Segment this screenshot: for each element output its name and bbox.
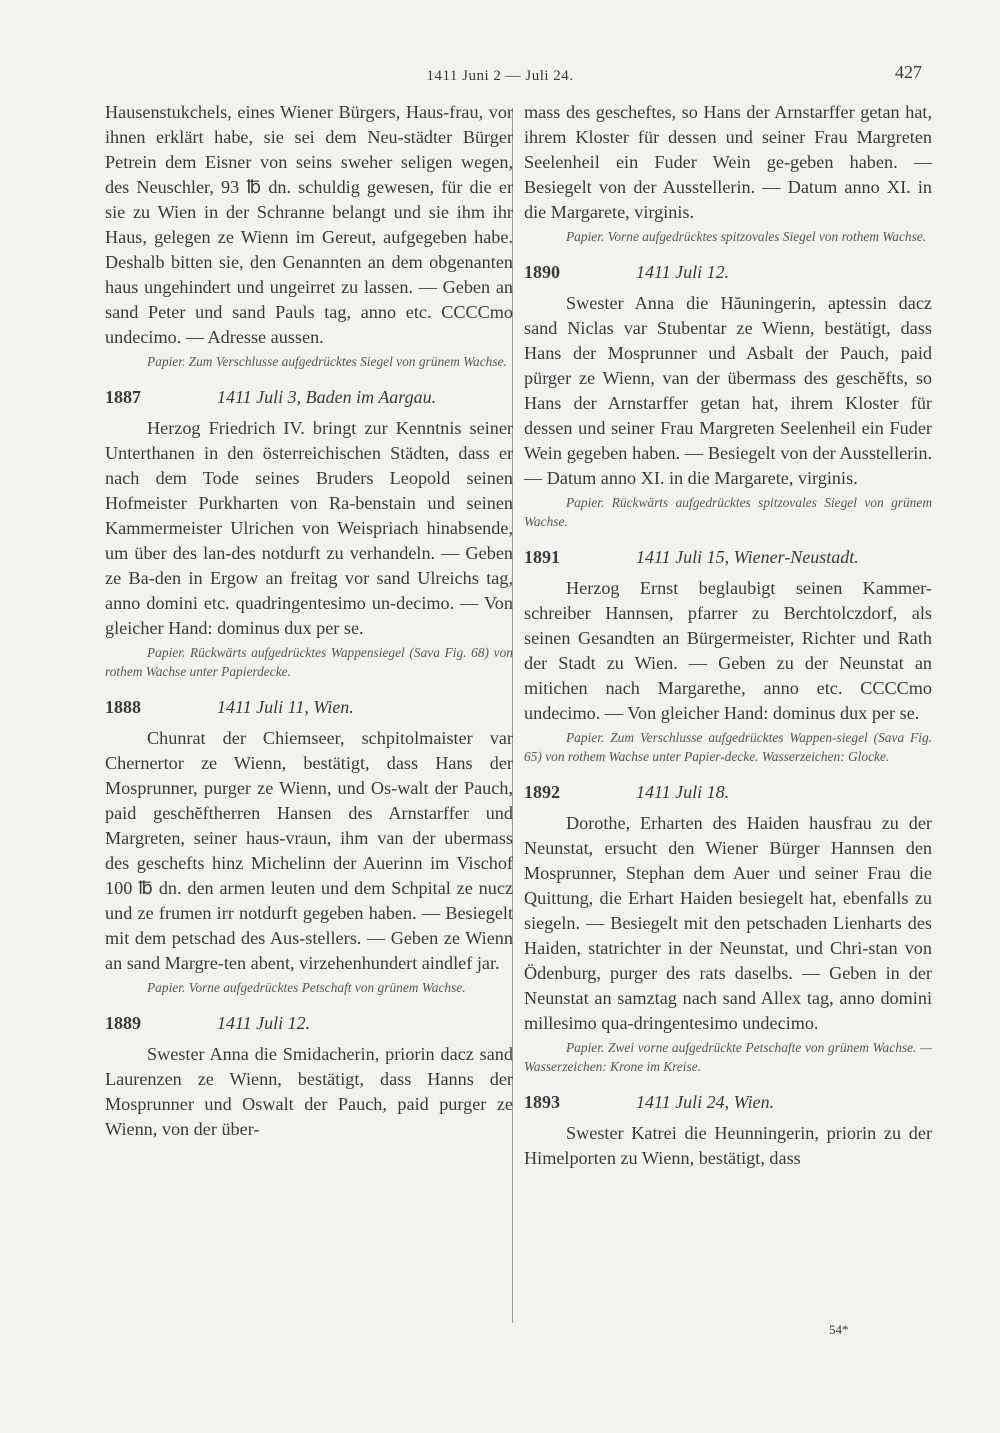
entry-text: Swester Anna die Hăuningerin, aptessin dacz sand Niclas var Stubentar ze Wienn, bestätigt, dass Hans der Mosprunner und Asbalt der Pauch, paid pürger ze Wienn, van der übermass des geschĕfts, so Hans der Arnstarffer getan hat, ihrem Kloster für dessen und seiner Frau Margreten Seelenheil ein Fuder Wein gegeben haben. — Besiegelt von der Ausstellerin. — Datum anno XI. in die Margarete, virginis. — [524, 293, 932, 488]
page-number: 427 — [895, 62, 922, 82]
entry-text: Swester Anna die Smidacherin, priorin dacz sand Laurenzen ze Wienn, bestätigt, dass Hanns der Mosprunner und Oswalt der Pauch, paid purger ze Wienn, von der über- — [105, 1044, 513, 1139]
continuation-text: Hausenstukchels, eines Wiener Bürgers, Haus-frau, vor ihnen erklärt habe, sie sei dem Neu-städter Bürger Petrein dem Eisner von seins sweher seligen wegen, des Neuschler, 93 ℔ dn. schuldig gewesen, für die er sie zu Wien in der Schranne belangt und sie ihm ihr Haus, gelegen ze Wienn im Gereut, aufgegeben habe. Deshalb bitten sie, den Genannten an dem obgenanten haus ungehindert und ungeirret zu lassen. — Geben an sand Peter und sand Pauls tag, anno etc. CCCCmo undecimo. — Adresse aussen. — [105, 102, 513, 347]
right-column — [524, 100, 932, 1171]
entry-text: Dorothe, Erharten des Haiden hausfrau zu der Neunstat, ersucht den Wiener Bürger Hannsen den Mosprunner, Stephan dem Auer und seiner Frau die Quittung, die Erhart Haiden besiegelt hat, ebenfalls zu siegeln. — Besiegelt mit den petschaden Lienharts des Haiden, statrichter in der Neunstat, und Chri-stan von Ödenburg, purger des rats daselbs. — Geben in der Neunstat an samztag nach sand Allex tag, anno domini millesimo qua-dringentesimo undecimo. — [524, 813, 932, 1033]
archival-note: Papier. Zwei vorne aufgedrückte Petschafte von grünem Wachse. — Wasserzeichen: Krone im Kreise. — [524, 1040, 932, 1074]
entry-number: 1892 — [524, 782, 560, 802]
entry-date: 1411 Juli 3, Baden im Aargau. — [217, 387, 437, 407]
signature-mark: 54* — [829, 1322, 849, 1337]
entry-heading — [524, 260, 932, 285]
entry-date: 1411 Juli 18. — [636, 782, 730, 802]
entry-number: 1888 — [105, 697, 141, 717]
entry-heading — [524, 545, 932, 570]
left-column — [105, 100, 513, 1142]
entry-text: Herzog Friedrich IV. bringt zur Kenntnis seiner Unterthanen in den österreichischen Städten, dass er nach dem Tode seines Bruders Leopold seinen Hofmeister Purkharten von Ra-benstain und seinen Kammermeister Ulrichen von Weispriach hinabsende, um über des lan-des notdurft zu verhandeln. — Geben ze Ba-den in Ergow an freitag vor sand Ulreichs tag, anno domini etc. quadringentesimo un-decimo. — Von gleicher Hand: dominus dux per se. — [105, 418, 513, 638]
entry-date: 1411 Juli 15, Wiener-Neustadt. — [636, 547, 859, 567]
entry-number: 1887 — [105, 387, 141, 407]
entry-date: 1411 Juli 11, Wien. — [217, 697, 354, 717]
entry-heading — [105, 385, 513, 410]
archival-note: Papier. Zum Verschlusse aufgedrücktes Wappen-siegel (Sava Fig. 65) von rothem Wachse unter Papier-decke. Wasserzeichen: Glocke. — [524, 730, 932, 764]
entry-heading — [524, 780, 932, 805]
archival-note: Papier. Vorne aufgedrücktes Petschaft von grünem Wachse. — [147, 980, 466, 995]
entry-heading — [105, 1011, 513, 1036]
entry-number: 1891 — [524, 547, 560, 567]
archival-note: Papier. Zum Verschlusse aufgedrücktes Siegel von grünem Wachse. — [147, 354, 507, 369]
entry-number: 1890 — [524, 262, 560, 282]
entry-text: Swester Katrei die Heunningerin, priorin zu der Himelporten zu Wienn, bestätigt, dass — [524, 1123, 932, 1168]
running-header: 1411 Juni 2 — Juli 24. — [426, 68, 574, 84]
entry-date: 1411 Juli 12. — [636, 262, 730, 282]
archival-note: Papier. Rückwärts aufgedrücktes spitzovales Siegel von grünem Wachse. — [524, 495, 932, 529]
entry-number: 1893 — [524, 1092, 560, 1112]
entry-number: 1889 — [105, 1013, 141, 1033]
continuation-text: mass des gescheftes, so Hans der Arnstarffer getan hat, ihrem Kloster für dessen und seiner Frau Margreten Seelenheil ein Fuder Wein ge-geben haben. — Besiegelt von der Ausstellerin. — Datum anno XI. in die Margarete, virginis. — [524, 102, 932, 222]
archival-note: Papier. Vorne aufgedrücktes spitzovales Siegel von rothem Wachse. — [566, 229, 927, 244]
entry-text: Chunrat der Chiemseer, schpitolmaister var Chernertor ze Wienn, bestätigt, dass Hans der Mosprunner, purger ze Wienn, und Os-walt der Pauch, paid geschĕftherren Hansen des Arnstarffer und Margreten, seiner haus-vraun, ihm van der ubermass des geschefts hinz Michelinn der Auerinn im Vischof 100 ℔ dn. den armen leuten und dem Schpital ze nucz und ze frumen irr notdurft gegeben haben. — Besiegelt mit dem petschad des Aus-stellers. — Geben ze Wienn an sand Margre-ten abent, virzehenhundert aindlef jar. — [105, 728, 513, 973]
entry-text: Herzog Ernst beglaubigt seinen Kammer-schreiber Hannsen, pfarrer zu Berchtolczdorf, als seinen Gesandten an Bürgermeister, Richter und Rath der Stadt zu Wien. — Geben zu der Neunstat an mitichen nach Margarethe, anno etc. CCCCmo undecimo. — Von gleicher Hand: dominus dux per se. — [524, 578, 932, 723]
entry-date: 1411 Juli 24, Wien. — [636, 1092, 775, 1112]
entry-heading — [524, 1090, 932, 1115]
entry-date: 1411 Juli 12. — [217, 1013, 311, 1033]
archival-note: Papier. Rückwärts aufgedrücktes Wappensiegel (Sava Fig. 68) von rothem Wachse unter Papierdecke. — [105, 645, 513, 679]
entry-heading — [105, 695, 513, 720]
